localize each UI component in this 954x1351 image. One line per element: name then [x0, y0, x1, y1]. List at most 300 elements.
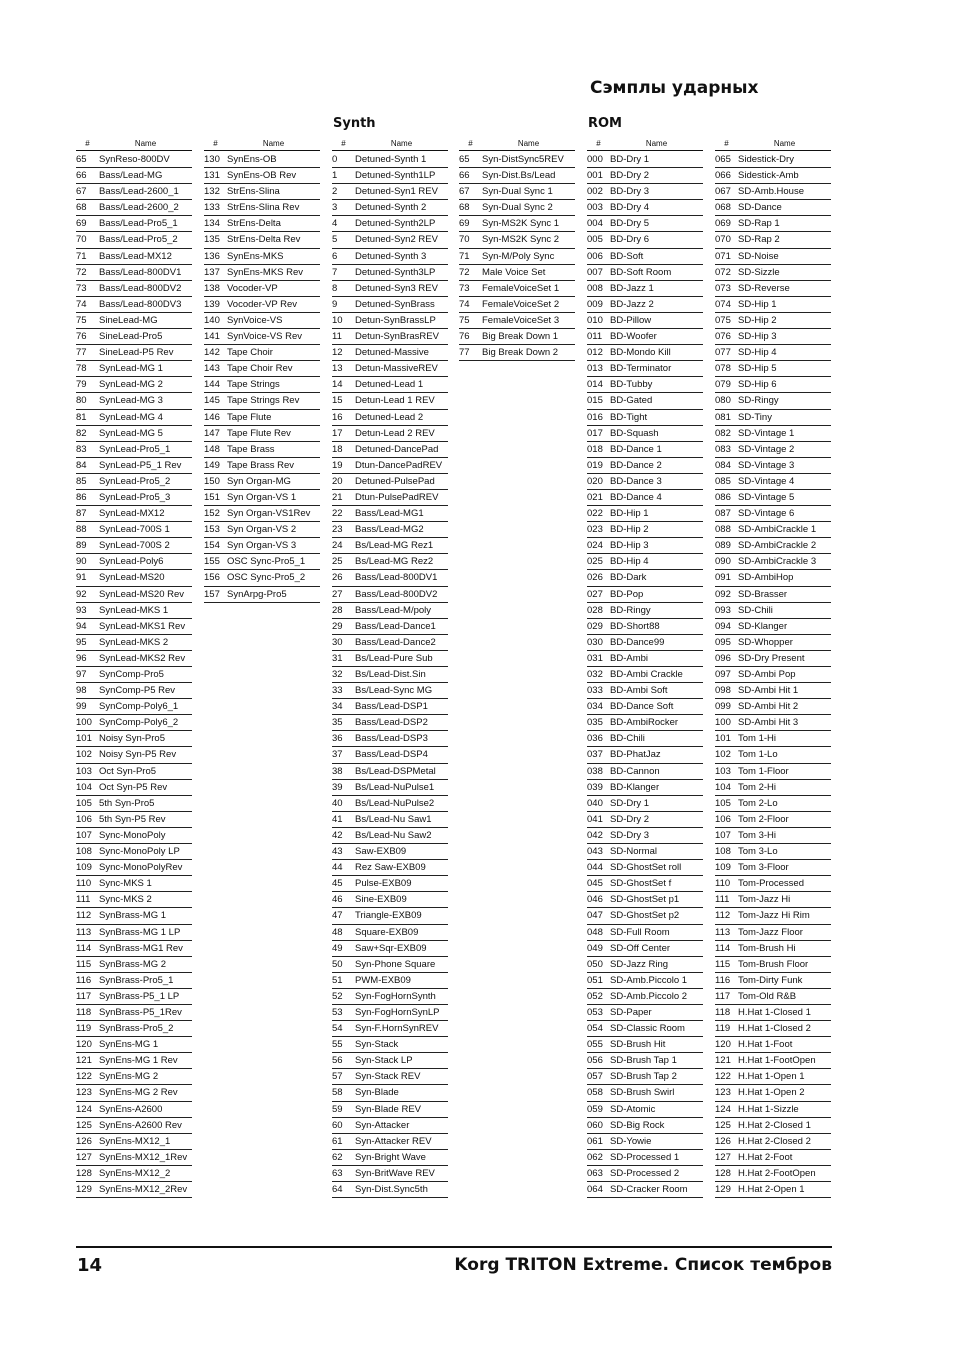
table-row: [587, 957, 703, 973]
table-row: [332, 168, 448, 184]
table-row: [332, 426, 448, 442]
row-name: Detuned-Massive: [355, 347, 429, 359]
row-name: SynLead-MS20 Rev: [99, 588, 185, 600]
row-name: SD-Cracker Room: [610, 1184, 688, 1195]
table-row: [76, 1182, 192, 1198]
row-number: 153: [204, 524, 220, 536]
row-number: 061: [587, 1135, 603, 1147]
table-row: [587, 329, 703, 345]
table-header: [715, 138, 831, 151]
table-row: [587, 297, 703, 313]
table-row: [76, 458, 192, 474]
row-number: 86: [76, 491, 87, 503]
row-name: Bass/Lead-MG2: [355, 524, 424, 536]
row-number: 70: [459, 234, 470, 246]
table-row: [332, 297, 448, 313]
row-name: Bs/Lead-Sync MG: [355, 685, 433, 697]
table-row: [715, 780, 831, 796]
table-row: [587, 587, 703, 603]
row-name: SynLead-MG 3: [99, 395, 163, 407]
row-number: 71: [76, 250, 87, 262]
table-row: [715, 410, 831, 426]
row-number: 104: [715, 781, 731, 793]
header-number: #: [85, 139, 90, 148]
row-name: Detuned-Synth3LP: [355, 266, 436, 278]
row-name: H.Hat 2-Closed 1: [738, 1119, 811, 1131]
row-name: Detuned-Synth 2: [355, 202, 427, 214]
row-number: 040: [587, 797, 603, 809]
row-name: BD-Ambi Crackle: [610, 669, 683, 680]
table-row: [76, 780, 192, 796]
row-number: 016: [587, 411, 603, 423]
row-number: 152: [204, 508, 220, 520]
table-row: [459, 345, 575, 361]
table-row: [332, 1069, 448, 1085]
row-number: 118: [715, 1006, 731, 1018]
table-row: [715, 635, 831, 651]
row-number: 91: [76, 572, 87, 584]
table-row: [587, 410, 703, 426]
table-row: [715, 1150, 831, 1166]
row-number: 050: [587, 958, 603, 970]
row-name: SD-Dry Present: [738, 652, 805, 664]
row-name: BD-Tubby: [610, 379, 653, 391]
row-name: Bass/Lead-MG: [99, 170, 163, 182]
row-number: 123: [76, 1087, 92, 1099]
row-name: SD-GhostSet p1: [610, 894, 680, 906]
row-name: SD-Jazz Ring: [610, 958, 669, 970]
row-number: 138: [204, 282, 220, 294]
row-number: 140: [204, 314, 220, 326]
row-number: 0: [332, 154, 338, 165]
table-row: [332, 1005, 448, 1021]
row-name: SD-Hip 5: [738, 363, 777, 375]
row-number: 15: [332, 395, 343, 407]
table-row: [76, 538, 192, 554]
table-row: [587, 796, 703, 812]
table-row: [459, 168, 575, 184]
row-name: SD-Ambi Pop: [738, 669, 796, 680]
row-name: BD-Chili: [610, 733, 645, 745]
row-name: Sync-MKS 1: [99, 878, 152, 890]
table-row: [715, 764, 831, 780]
row-number: 16: [332, 411, 343, 423]
row-name: Syn-Dist.Bs/Lead: [482, 170, 556, 182]
row-number: 070: [715, 234, 731, 246]
row-name: BD-Pop: [610, 588, 644, 600]
row-name: SD-Ambi Hit 2: [738, 701, 799, 713]
row-name: Detuned-Syn3 REV: [355, 282, 438, 294]
table-row: [332, 281, 448, 297]
synth-title: Synth: [333, 116, 376, 131]
table-row: [76, 1150, 192, 1166]
row-name: SD-Yowie: [610, 1135, 652, 1147]
row-name: BD-Dry 4: [610, 202, 650, 214]
table-row: [204, 329, 320, 345]
row-number: 9: [332, 298, 338, 310]
table-row: [332, 345, 448, 361]
row-number: 127: [715, 1151, 731, 1163]
row-number: 54: [332, 1023, 343, 1035]
row-name: Dtun-PulsePadREV: [355, 491, 439, 503]
row-number: 101: [76, 733, 92, 745]
row-number: 149: [204, 459, 220, 471]
row-name: SD-Full Room: [610, 926, 670, 938]
row-name: BD-Terminator: [610, 363, 672, 375]
row-number: 047: [587, 910, 603, 922]
row-name: FemaleVoiceSet 3: [482, 314, 560, 326]
row-name: Syn-Dual Sync 2: [482, 202, 553, 214]
row-name: Bass/Lead-DSP1: [355, 701, 428, 713]
table-row: [459, 265, 575, 281]
row-number: 003: [587, 202, 603, 214]
row-name: SynEns-MG 1: [99, 1039, 159, 1051]
row-name: SD-Chili: [738, 604, 773, 616]
table-row: [204, 377, 320, 393]
table-row: [204, 168, 320, 184]
row-number: 70: [76, 234, 87, 246]
row-name: Detun-SynBrasREV: [355, 331, 439, 343]
table-row: [76, 474, 192, 490]
table-row: [76, 925, 192, 941]
table-row: [332, 361, 448, 377]
row-name: SynBrass-P5_1Rev: [99, 1006, 182, 1018]
row-name: Syn-M/Poly Sync: [482, 250, 555, 262]
row-name: SD-Brush Tap 2: [610, 1071, 677, 1083]
row-number: 5: [332, 234, 338, 246]
row-name: Dtun-DancePadREV: [355, 459, 443, 471]
row-name: Detuned-Synth2LP: [355, 218, 436, 230]
row-number: 41: [332, 813, 343, 825]
row-name: SD-Vintage 4: [738, 475, 795, 487]
row-name: SynEns-MX12_1: [99, 1135, 171, 1147]
row-name: SD-AmbiCrackle 2: [738, 540, 817, 552]
row-number: 092: [715, 588, 731, 600]
row-number: 8: [332, 282, 338, 294]
row-name: SD-Klanger: [738, 620, 788, 632]
table-row: [204, 393, 320, 409]
row-name: SynLead-MKS 1: [99, 604, 169, 616]
table-row: [587, 603, 703, 619]
row-number: 036: [587, 733, 603, 745]
table-row: [587, 554, 703, 570]
row-name: Syn-Stack LP: [355, 1055, 413, 1067]
row-number: 137: [204, 266, 220, 278]
row-number: 68: [459, 202, 470, 214]
table-row: [76, 1037, 192, 1053]
row-name: Tom 3-Lo: [738, 846, 778, 858]
row-name: H.Hat 1-Closed 2: [738, 1023, 811, 1035]
row-name: SynVoice-VS Rev: [227, 331, 302, 343]
table-row: [332, 554, 448, 570]
table-row: [715, 651, 831, 667]
row-number: 009: [587, 298, 603, 310]
table-row: [76, 1118, 192, 1134]
row-name: Syn-Dual Sync 1: [482, 186, 553, 198]
row-number: 121: [715, 1055, 731, 1067]
row-number: 032: [587, 669, 603, 680]
table-row: [459, 152, 575, 168]
row-name: Bs/Lead-NuPulse1: [355, 781, 435, 793]
row-number: 000: [587, 154, 603, 165]
row-number: 73: [76, 282, 87, 294]
table-row: [76, 731, 192, 747]
row-number: 065: [715, 154, 731, 165]
row-name: SynBrass-P5_1 LP: [99, 990, 180, 1002]
table-row: [587, 764, 703, 780]
row-number: 104: [76, 781, 92, 793]
table-row: [76, 1053, 192, 1069]
table-row: [587, 506, 703, 522]
row-name: Bs/Lead-MG Rez1: [355, 540, 434, 552]
table-row: [587, 812, 703, 828]
row-number: 71: [459, 250, 470, 262]
table-row: [332, 844, 448, 860]
table-row: [332, 216, 448, 232]
row-number: 088: [715, 524, 731, 536]
row-name: SD-Vintage 5: [738, 491, 795, 503]
row-number: 61: [332, 1135, 343, 1147]
row-name: SD-Hip 6: [738, 379, 777, 391]
row-name: BD-Hip 3: [610, 540, 649, 552]
row-name: BD-Gated: [610, 395, 653, 407]
row-name: H.Hat 1-Closed 1: [738, 1006, 811, 1018]
row-number: 145: [204, 395, 220, 407]
table-row: [204, 522, 320, 538]
row-number: 25: [332, 556, 343, 568]
row-name: Bass/Lead-Pro5_2: [99, 234, 178, 246]
table-row: [459, 313, 575, 329]
row-name: SynLead-MG 5: [99, 427, 163, 439]
row-name: Detuned-Lead 2: [355, 411, 424, 423]
row-name: SD-Reverse: [738, 282, 790, 294]
row-number: 42: [332, 829, 343, 841]
row-number: 18: [332, 443, 343, 455]
row-name: Bass/Lead-800DV1: [99, 266, 182, 278]
row-number: 98: [76, 685, 87, 697]
table-row: [76, 490, 192, 506]
row-number: 115: [715, 958, 731, 970]
row-number: 35: [332, 717, 343, 729]
row-name: SynLead-MKS1 Rev: [99, 620, 186, 632]
table-row: [76, 860, 192, 876]
row-name: H.Hat 1-FootOpen: [738, 1055, 816, 1067]
row-number: 010: [587, 314, 603, 326]
table-row: [587, 908, 703, 924]
table-row: [587, 168, 703, 184]
table-row: [76, 1166, 192, 1182]
row-number: 039: [587, 781, 603, 793]
row-number: 052: [587, 990, 603, 1002]
table-row: [332, 538, 448, 554]
row-name: BD-Ringy: [610, 604, 651, 616]
row-name: Syn-Stack REV: [355, 1071, 421, 1083]
table-row: [715, 860, 831, 876]
table-row: [587, 1134, 703, 1150]
row-number: 069: [715, 218, 731, 230]
table-header: [332, 138, 448, 151]
table-row: [715, 1053, 831, 1069]
table-row: [76, 876, 192, 892]
table-row: [76, 908, 192, 924]
table-row: [715, 957, 831, 973]
row-name: Saw-EXB09: [355, 846, 407, 858]
row-number: 47: [332, 910, 343, 922]
row-name: BD-Tight: [610, 411, 648, 423]
row-number: 20: [332, 475, 343, 487]
row-number: 38: [332, 765, 343, 777]
table-row: [715, 570, 831, 586]
table-row: [459, 216, 575, 232]
row-number: 077: [715, 347, 731, 359]
table-row: [587, 1150, 703, 1166]
row-name: SD-Classic Room: [610, 1023, 685, 1035]
table-row: [76, 747, 192, 763]
row-name: Bass/Lead-800DV2: [355, 588, 438, 600]
row-number: 96: [76, 652, 87, 664]
row-number: 122: [715, 1071, 731, 1083]
row-name: Bass/Lead-800DV1: [355, 572, 438, 584]
row-number: 92: [76, 588, 87, 600]
table-row: [76, 973, 192, 989]
row-name: SynLead-700S 2: [99, 540, 170, 552]
row-number: 005: [587, 234, 603, 246]
row-number: 112: [715, 910, 731, 922]
row-name: SD-Dance: [738, 202, 782, 214]
table-row: [587, 313, 703, 329]
row-number: 11: [332, 331, 342, 343]
row-name: Bs/Lead-Pure Sub: [355, 652, 433, 664]
row-number: 043: [587, 846, 603, 858]
row-number: 060: [587, 1119, 603, 1131]
row-number: 108: [715, 846, 731, 858]
row-name: Bass/Lead-2600_1: [99, 186, 179, 198]
table-row: [587, 474, 703, 490]
table-row: [715, 1005, 831, 1021]
row-number: 093: [715, 604, 731, 616]
row-name: SynBrass-MG1 Rev: [99, 942, 183, 954]
table-row: [715, 715, 831, 731]
row-number: 90: [76, 556, 87, 568]
row-name: Syn Organ-MG: [227, 475, 291, 487]
row-name: SD-Normal: [610, 846, 657, 858]
table-row: [332, 1102, 448, 1118]
table-row: [76, 345, 192, 361]
table-row: [76, 297, 192, 313]
row-name: SynComp-P5 Rev: [99, 685, 176, 697]
row-name: SD-Hip 4: [738, 347, 777, 359]
row-number: 091: [715, 572, 731, 584]
row-name: BD-Dry 1: [610, 154, 650, 165]
row-number: 049: [587, 942, 603, 954]
row-name: Detuned-Synth1LP: [355, 170, 436, 182]
row-number: 30: [332, 636, 343, 648]
table-row: [332, 1182, 448, 1198]
table-row: [76, 554, 192, 570]
table-row: [76, 635, 192, 651]
row-number: 67: [76, 186, 87, 198]
row-number: 133: [204, 202, 220, 214]
table-row: [587, 522, 703, 538]
row-number: 014: [587, 379, 603, 391]
row-name: Oct Syn-Pro5: [99, 765, 157, 777]
row-name: Bs/Lead-NuPulse2: [355, 797, 435, 809]
row-number: 43: [332, 846, 343, 858]
row-name: SD-Dry 3: [610, 829, 650, 841]
row-name: Tom-Processed: [738, 878, 804, 890]
row-number: 008: [587, 282, 603, 294]
table-row: [715, 925, 831, 941]
table-row: [76, 796, 192, 812]
row-number: 007: [587, 266, 603, 278]
table-row: [76, 715, 192, 731]
row-number: 78: [76, 363, 87, 375]
table-row: [332, 393, 448, 409]
row-name: Tom-Brush Floor: [738, 958, 809, 970]
row-number: 056: [587, 1055, 603, 1067]
table-row: [715, 458, 831, 474]
row-name: Tape Flute Rev: [227, 427, 291, 439]
row-name: Bass/Lead-Dance1: [355, 620, 436, 632]
table-row: [204, 570, 320, 586]
table-row: [715, 200, 831, 216]
row-name: SynBrass-Pro5_1: [99, 974, 174, 986]
row-number: 114: [715, 942, 731, 954]
table-row: [587, 1037, 703, 1053]
table-row: [76, 329, 192, 345]
table-row: [332, 410, 448, 426]
row-name: Bass/Lead-Pro5_1: [99, 218, 178, 230]
row-name: SynEns-A2600 Rev: [99, 1119, 182, 1131]
row-number: 116: [715, 974, 731, 986]
row-name: H.Hat 1-Open 1: [738, 1071, 805, 1083]
table-row: [459, 281, 575, 297]
row-number: 002: [587, 186, 603, 198]
table-row: [76, 377, 192, 393]
table-row: [587, 442, 703, 458]
row-name: Male Voice Set: [482, 266, 546, 278]
row-name: Bs/Lead-Nu Saw2: [355, 829, 432, 841]
row-number: 031: [587, 652, 603, 664]
table-row: [587, 1166, 703, 1182]
table-row: [204, 506, 320, 522]
row-name: SD-Vintage 6: [738, 508, 795, 520]
header-number: #: [468, 139, 473, 148]
row-number: 022: [587, 508, 603, 520]
row-number: 130: [204, 154, 220, 165]
row-name: Bass/Lead-M/poly: [355, 604, 432, 616]
row-name: Noisy Syn-Pro5: [99, 733, 165, 745]
row-number: 81: [76, 411, 87, 423]
row-name: OSC Sync-Pro5_1: [227, 556, 306, 568]
row-name: PWM-EXB09: [355, 974, 411, 986]
row-number: 83: [76, 443, 87, 455]
row-name: BD-PhatJaz: [610, 749, 661, 761]
row-name: OSC Sync-Pro5_2: [227, 572, 306, 584]
row-name: Syn Organ-VS 2: [227, 524, 297, 536]
row-number: 025: [587, 556, 603, 568]
table-row: [587, 619, 703, 635]
row-number: 122: [76, 1071, 92, 1083]
table-row: [332, 1053, 448, 1069]
table-row: [332, 1118, 448, 1134]
row-name: SynReso-800DV: [99, 154, 170, 165]
row-name: Tape Choir Rev: [227, 363, 293, 375]
row-number: 075: [715, 314, 731, 326]
row-number: 65: [459, 154, 470, 165]
table-row: [332, 603, 448, 619]
row-name: BD-Dance 2: [610, 459, 662, 471]
